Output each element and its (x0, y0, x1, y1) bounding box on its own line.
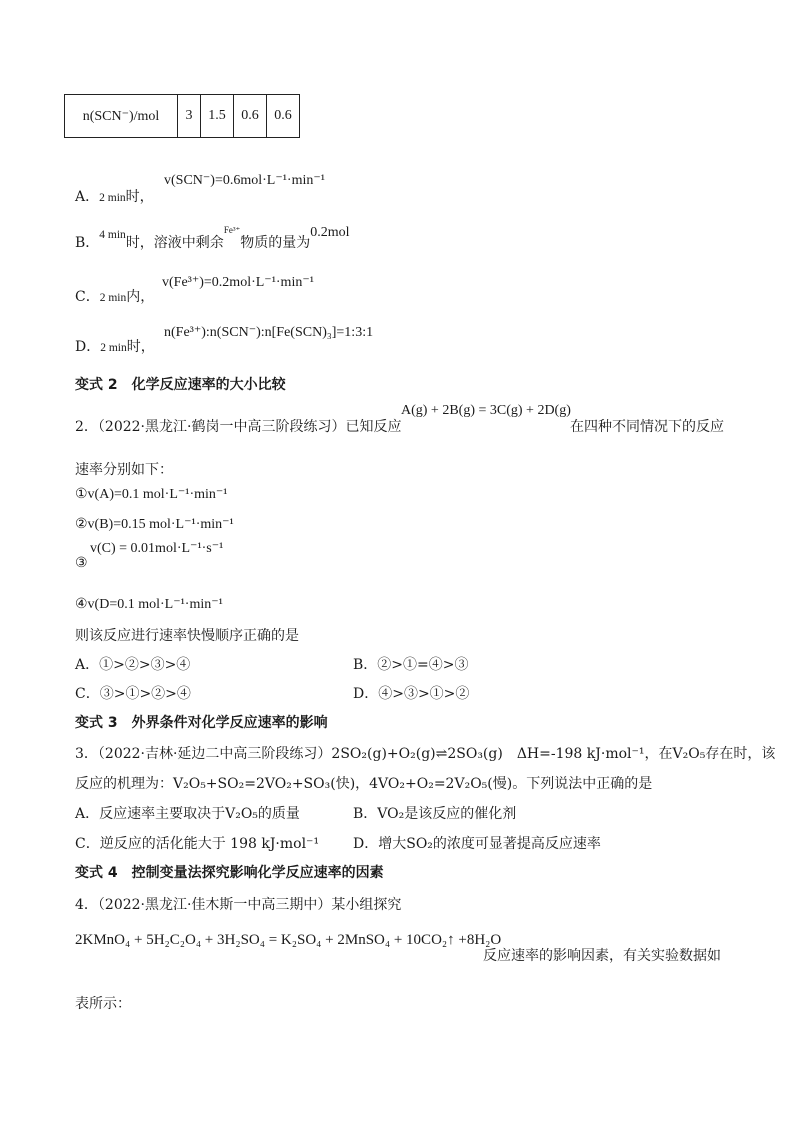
option-time: 2 min (99, 192, 126, 204)
q2-rate-3: v(C) = 0.01mol·L⁻¹·s⁻¹ (90, 541, 224, 556)
q1-option-b[interactable] (75, 225, 350, 252)
option-text: 物质的量为 (240, 235, 311, 251)
table-label-cell (65, 95, 178, 138)
q2-rate-3-marker: ③ (75, 555, 88, 571)
option-letter: D． (75, 339, 101, 355)
section-title: 变式 4 控制变量法探究影响化学反应速率的因素 (75, 865, 384, 881)
option-time: 2 min (100, 342, 127, 354)
table-label: n(SCN⁻)/mol (82, 108, 160, 124)
q1-option-d-formula: n(Fe³⁺):n(SCN⁻):n[Fe(SCN)₃]=1:3:1 (164, 325, 374, 340)
q3-stem-line2: 反应的机理为：V₂O₅+SO₂=2VO₂+SO₃(快)，4VO₂+O₂=2V₂O₅(慢)。下列说法中正确的是 (75, 776, 653, 792)
option-text: 时， (126, 339, 155, 355)
table-value: 0.6 (274, 108, 292, 123)
ion-label: Fe³⁺ (223, 225, 241, 235)
q2-option-c[interactable]: C．③>①>②>④ (75, 686, 191, 702)
option-value: 0.2mol (310, 225, 350, 240)
table-value: 1.5 (208, 108, 226, 123)
q3-option-d[interactable]: D．增大SO₂的浓度可显著提高反应速率 (353, 836, 601, 852)
q1-option-c[interactable] (75, 286, 154, 306)
question-number: 2． (75, 419, 98, 435)
q2-option-d[interactable]: D．④>③>①>② (353, 686, 470, 702)
q2-rate-2: ②v(B)=0.15 mol·L⁻¹·min⁻¹ (75, 517, 234, 532)
q2-text-after: 在四种不同情况下的反应 (570, 419, 724, 435)
table-cell (178, 95, 201, 138)
section-heading (75, 862, 384, 882)
q2-equation: A(g) + 2B(g) = 3C(g) + 2D(g) (401, 403, 571, 418)
q1-option-c-formula: v(Fe³⁺)=0.2mol·L⁻¹·min⁻¹ (162, 275, 314, 290)
q4-text-after: 反应速率的影响因素，有关实验数据如 (483, 948, 721, 964)
q3-stem-line1: 3．（2022·吉林·延边二中高三阶段练习）2SO₂(g)+O₂(g)⇌2SO₃(g) ΔH=-198 kJ·mol⁻¹，在V₂O₅存在时，该 (75, 746, 776, 762)
q2-stem-line2: 速率分别如下： (75, 462, 173, 478)
section-heading (75, 374, 286, 394)
option-time: 2 min (99, 292, 127, 304)
q3-option-a[interactable]: A．反应速率主要取决于V₂O₅的质量 (75, 806, 300, 822)
question-text: （2022·黑龙江·鹤岗一中高三阶段练习）已知反应 (97, 419, 402, 435)
table-row (65, 95, 300, 138)
q3-option-c[interactable]: C．逆反应的活化能大于 198 kJ·mol⁻¹ (75, 836, 320, 852)
q4-stem-line1: 4．（2022·黑龙江·佳木斯一中高三期中）某小组探究 (75, 897, 402, 913)
option-text: 内， (126, 289, 155, 305)
q2-stem-line1 (75, 416, 401, 436)
option-text: 时，溶液中剩余 (125, 235, 224, 251)
option-letter: A． (75, 189, 100, 205)
section-title: 变式 3 外界条件对化学反应速率的影响 (75, 715, 328, 731)
q1-option-a[interactable] (75, 186, 154, 206)
q4-stem-line3: 表所示： (75, 996, 131, 1012)
q2-rate-4: ④v(D=0.1 mol·L⁻¹·min⁻¹ (75, 597, 223, 612)
q4-equation: 2KMnO₄ + 5H₂C₂O₄ + 3H₂SO₄ = K₂SO₄ + 2MnSO₄ + 10CO₂↑ +8H₂O (75, 932, 502, 948)
table-cell (267, 95, 300, 138)
q2-option-b[interactable]: B．②>①=④>③ (353, 657, 469, 673)
q1-option-a-formula: v(SCN⁻)=0.6mol·L⁻¹·min⁻¹ (164, 173, 325, 188)
section-title: 变式 2 化学反应速率的大小比较 (75, 377, 286, 393)
q1-option-d[interactable] (75, 336, 155, 356)
q2-question: 则该反应进行速率快慢顺序正确的是 (75, 628, 299, 644)
table-cell (201, 95, 234, 138)
table-value: 0.6 (241, 108, 259, 123)
option-time: 4 min (99, 229, 126, 241)
section-heading (75, 712, 328, 732)
q2-option-a[interactable]: A．①>②>③>④ (75, 657, 191, 673)
option-letter: C． (75, 289, 100, 305)
q3-option-b[interactable]: B．VO₂是该反应的催化剂 (353, 806, 517, 822)
q2-rate-1: ①v(A)=0.1 mol·L⁻¹·min⁻¹ (75, 487, 228, 502)
option-text: 时， (125, 189, 154, 205)
table-value: 3 (185, 108, 193, 123)
option-letter: B． (75, 235, 100, 251)
table-cell (234, 95, 267, 138)
scn-table (64, 94, 300, 138)
